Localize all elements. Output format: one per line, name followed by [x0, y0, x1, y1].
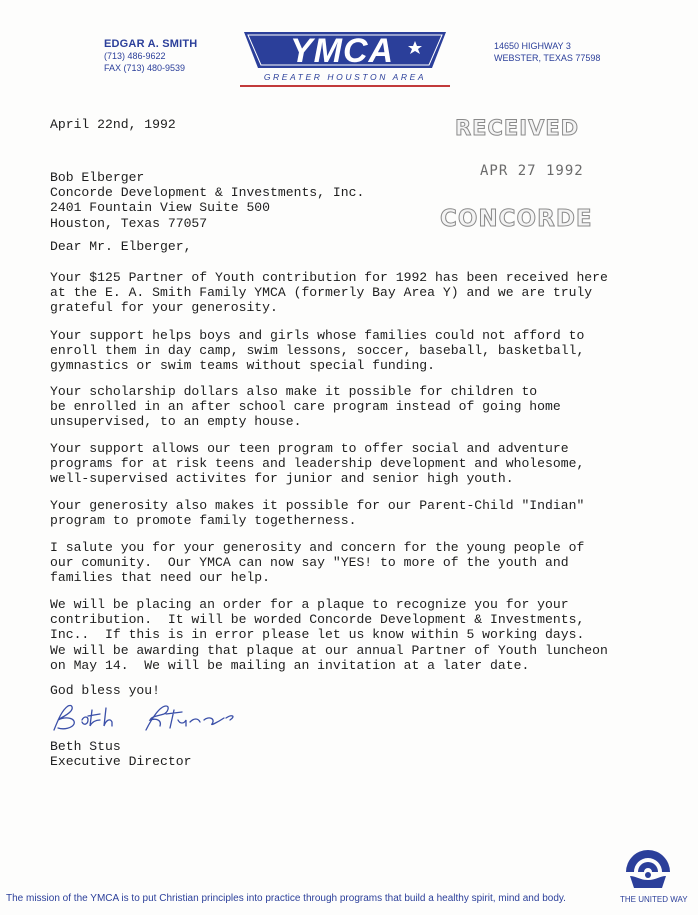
received-date-stamp: APR 27 1992	[480, 163, 584, 179]
letterhead-address	[494, 40, 600, 64]
paragraph-line: well-supervised activites for junior and senior high youth.	[50, 471, 514, 487]
paragraph-line: at the E. A. Smith Family YMCA (formerly Bay Area Y) and we are truly	[50, 285, 593, 301]
body-paragraph	[50, 597, 608, 673]
paragraph-line: We will be placing an order for a plaque to recognize you for your	[50, 597, 569, 612]
address-line-2: WEBSTER, TEXAS 77598	[494, 53, 601, 63]
signer-title: Executive Director	[50, 754, 192, 770]
handwritten-signature	[48, 700, 238, 736]
address-line-1: 14650 HIGHWAY 3	[494, 41, 571, 51]
logo-subtitle: GREATER HOUSTON AREA	[263, 72, 427, 82]
paragraph-line: be enrolled in an after school care program instead of going home	[50, 399, 561, 415]
recipient-line: 2401 Fountain View Suite 500	[50, 200, 271, 216]
paragraph-line: Your support allows our teen program to offer social and adventure	[50, 441, 569, 456]
letterhead-contact	[104, 38, 197, 74]
company-stamp: CONCORDE	[440, 206, 593, 232]
paragraph-line: Your scholarship dollars also make it possible for children to	[50, 384, 538, 399]
received-stamp: RECEIVED	[455, 116, 580, 140]
united-way-logo	[622, 846, 674, 894]
recipient-line: Concorde Development & Investments, Inc.	[50, 185, 365, 201]
signature-block	[50, 739, 191, 769]
paragraph-line: Your support helps boys and girls whose families could not afford to	[50, 328, 585, 343]
paragraph-line: program to promote family togetherness.	[50, 513, 357, 529]
sender-name: EDGAR A. SMITH	[104, 38, 198, 50]
recipient-address	[50, 170, 364, 231]
paragraph-line: Your $125 Partner of Youth contribution for 1992 has been received here	[50, 270, 608, 285]
signer-name: Beth Stus	[50, 739, 121, 754]
paragraph-line: Inc.. If this is in error please let us know within 5 working days.	[50, 627, 585, 643]
body-paragraph	[50, 540, 584, 586]
paragraph-line: programs for at risk teens and leadership development and wholesome,	[50, 456, 585, 472]
logo-divider	[240, 85, 450, 87]
paragraph-line: on May 14. We will be mailing an invitation at a later date.	[50, 657, 530, 673]
body-paragraph	[50, 270, 608, 316]
paragraph-line: grateful for your generosity.	[50, 300, 278, 316]
paragraph-line: contribution. It will be worded Concorde Development & Investments,	[50, 612, 585, 628]
salutation: Dear Mr. Elberger,	[50, 239, 192, 254]
united-way-label: THE UNITED WAY	[620, 895, 688, 904]
sender-fax: FAX (713) 480-9539	[104, 63, 186, 73]
body-paragraph	[50, 441, 584, 487]
paragraph-line: Your generosity also makes it possible for our Parent-Child "Indian"	[50, 498, 585, 513]
paragraph-line: I salute you for your generosity and concern for the young people of	[50, 540, 585, 555]
sender-phone: (713) 486-9622	[104, 51, 166, 61]
body-paragraph	[50, 384, 561, 430]
recipient-line: Houston, Texas 77057	[50, 215, 208, 231]
paragraph-line: unsupervised, to an empty house.	[50, 414, 302, 430]
paragraph-line: our comunity. Our YMCA can now say "YES! to more of the youth and	[50, 555, 569, 571]
body-paragraph	[50, 498, 584, 528]
paragraph-line: We will be awarding that plaque at our annual Partner of Youth luncheon	[50, 642, 608, 658]
paragraph-line: gymnastics or swim teams without special funding.	[50, 358, 436, 374]
letter-date: April 22nd, 1992	[50, 117, 176, 132]
recipient-line: Bob Elberger	[50, 170, 145, 185]
mission-statement: The mission of the YMCA is to put Christian principles into practice through programs that build a healthy spirit, mind and body.	[6, 893, 566, 904]
body-paragraph	[50, 328, 584, 374]
closing: God bless you!	[50, 683, 161, 698]
paragraph-line: families that need our help.	[50, 570, 271, 586]
paragraph-line: enroll them in day camp, swim lessons, soccer, baseball, basketball,	[50, 343, 585, 359]
logo-text: YMCA	[289, 32, 395, 70]
